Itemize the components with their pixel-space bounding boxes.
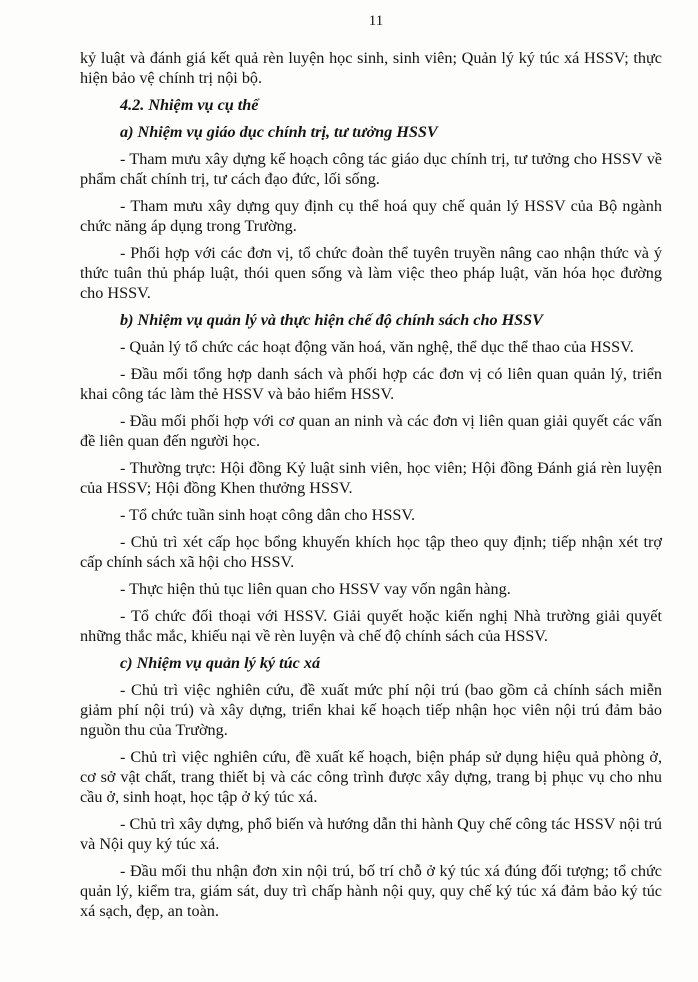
page-number: 11 <box>368 13 384 29</box>
section-b-item: - Tổ chức đối thoại với HSSV. Giải quyết hoặc kiến nghị Nhà trường giải quyết những thắc mắc, khiếu nại về rèn luyện và chế độ chính sách của HSSV. <box>80 607 662 645</box>
section-a-item: - Tham mưu xây dựng quy định cụ thể hoá quy chế quản lý HSSV của Bộ ngành chức năng áp dụng trong Trường. <box>80 197 662 235</box>
section-title: 4.2. Nhiệm vụ cụ thể <box>120 96 259 114</box>
section-b-item: - Đầu mối tổng hợp danh sách và phối hợp các đơn vị có liên quan quản lý, triển khai công tác làm thẻ HSSV và bảo hiểm HSSV. <box>80 365 662 403</box>
section-b-item: - Quản lý tổ chức các hoạt động văn hoá, văn nghệ, thể dục thể thao của HSSV. <box>120 338 634 356</box>
intro-paragraph: kỷ luật và đánh giá kết quả rèn luyện học sinh, sinh viên; Quản lý ký túc xá HSSV; thực hiện bảo vệ chính trị nội bộ. <box>80 49 662 87</box>
section-c-heading: c) Nhiệm vụ quản lý ký túc xá <box>120 654 321 672</box>
section-b-item: - Thường trực: Hội đồng Kỷ luật sinh viên, học viên; Hội đồng Đánh giá rèn luyện của HSSV; Hội đồng Khen thưởng HSSV. <box>80 459 662 497</box>
section-b-heading: b) Nhiệm vụ quản lý và thực hiện chế độ chính sách cho HSSV <box>120 311 543 329</box>
section-c-item: - Chủ trì xây dựng, phổ biến và hướng dẫn thi hành Quy chế công tác HSSV nội trú và Nội quy ký túc xá. <box>80 815 662 853</box>
section-a-item: - Phối hợp với các đơn vị, tổ chức đoàn thể tuyên truyền nâng cao nhận thức và ý thức tuân thủ pháp luật, thói quen sống và làm việc theo pháp luật, văn hóa học đường cho HSSV. <box>80 244 662 302</box>
section-c-item: - Chủ trì việc nghiên cứu, đề xuất kế hoạch, biện pháp sử dụng hiệu quả phòng ở, cơ sở vật chất, trang thiết bị và các công trình được xây dựng, trang bị phục vụ cho nhu cầu ở, sinh hoạt, học tập ở ký túc xá. <box>80 748 662 806</box>
section-b-item: - Tổ chức tuần sinh hoạt công dân cho HSSV. <box>120 506 416 524</box>
section-a-item: - Tham mưu xây dựng kế hoạch công tác giáo dục chính trị, tư tưởng cho HSSV về phẩm chất chính trị, tư cách đạo đức, lối sống. <box>80 150 662 188</box>
section-b-item: - Chủ trì xét cấp học bổng khuyến khích học tập theo quy định; tiếp nhận xét trợ cấp chính sách xã hội cho HSSV. <box>80 533 662 571</box>
section-b-item: - Thực hiện thủ tục liên quan cho HSSV vay vốn ngân hàng. <box>120 580 511 598</box>
section-a-heading: a) Nhiệm vụ giáo dục chính trị, tư tưởng HSSV <box>120 123 438 141</box>
section-c-item: - Chủ trì việc nghiên cứu, đề xuất mức phí nội trú (bao gồm cả chính sách miễn giảm phí nội trú) và xây dựng, triển khai kế hoạch tiếp nhận học viên nội trú đảm bảo nguồn thu của Trường. <box>80 681 662 739</box>
document-body <box>80 48 662 921</box>
section-b-item: - Đầu mối phối hợp với cơ quan an ninh và các đơn vị liên quan giải quyết các vấn đề liên quan đến người học. <box>80 412 662 450</box>
section-c-item: - Đầu mối thu nhận đơn xin nội trú, bố trí chỗ ở ký túc xá đúng đối tượng; tổ chức quản lý, kiểm tra, giám sát, duy trì chấp hành nội quy, quy chế ký túc xá đảm bảo ký túc xá sạch, đẹp, an toàn. <box>80 862 662 920</box>
